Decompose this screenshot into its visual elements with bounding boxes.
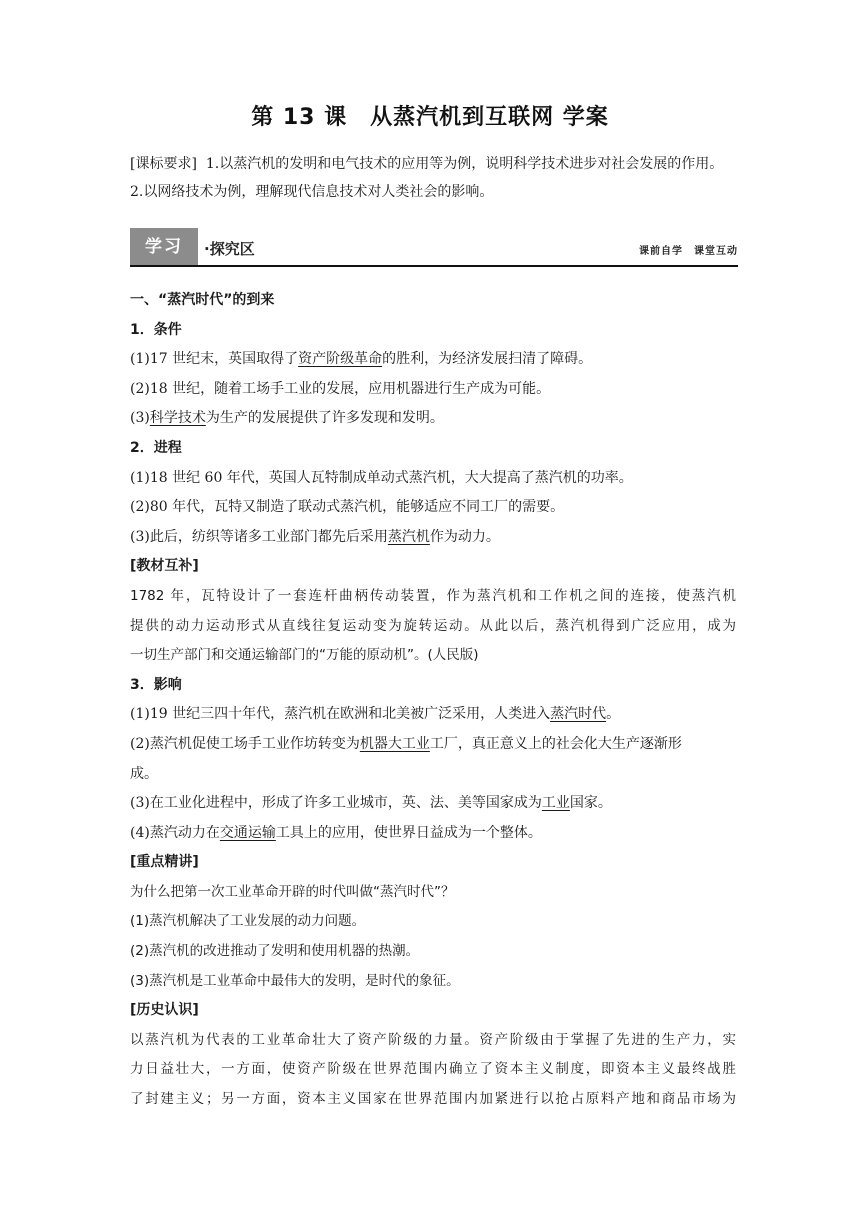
- answer-blank: 蒸汽机: [387, 528, 430, 545]
- text-run: 。: [606, 706, 621, 723]
- text-run: (3): [130, 410, 150, 427]
- text-run: 国家。: [569, 795, 612, 812]
- supplement-line-3: 一切生产部门和交通运输部门的“万能的原动机”。(人民版): [130, 647, 479, 664]
- history-line-2: 力日益壮大，一方面，使资产阶级在世界范围内确立了资本主义制度，即资本主义最终战胜: [130, 1061, 736, 1078]
- focus-heading: [重点精讲]: [130, 854, 199, 871]
- page-title: 第 13 课 从蒸汽机到互联网 学案: [251, 105, 609, 130]
- text-run: 作为动力。: [429, 528, 500, 545]
- banner-divider: [130, 265, 738, 267]
- answer-blank: 交通运输: [219, 824, 276, 841]
- condition-item-3: [130, 404, 736, 434]
- answer-blank: 蒸汽时代: [550, 706, 607, 723]
- condition-item-2: (2)18 世纪，随着工场手工业的发展，应用机器进行生产成为可能。: [130, 380, 551, 397]
- text-run: (1)19 世纪三四十年代，蒸汽机在欧洲和北美被广泛采用，人类进入: [130, 706, 551, 723]
- answer-blank: 资产阶级革命: [298, 351, 383, 368]
- banner-tag: 学习: [130, 228, 198, 266]
- section-heading: 一、“蒸汽时代”的到来: [130, 292, 275, 308]
- answer-blank: 工业: [541, 795, 570, 812]
- influence-item-2-cont: 成。: [130, 765, 158, 782]
- text-run: (3)在工业化进程中，形成了许多工业城市，英、法、美等国家成为: [130, 795, 542, 812]
- focus-question: 为什么把第一次工业革命开辟的时代叫做“蒸汽时代”？: [130, 883, 455, 900]
- banner-right-label: 课前自学 课堂互动: [639, 246, 738, 257]
- history-line-3: 了封建主义；另一方面，资本主义国家在世界范围内加紧进行以抢占原料产地和商品市场为: [130, 1091, 736, 1108]
- text-run: (4)蒸汽动力在: [130, 824, 220, 841]
- text-run: 的胜利，为经济发展扫清了障碍。: [382, 351, 593, 368]
- history-heading: [历史认识]: [130, 1002, 199, 1019]
- subheading-conditions: 1．条件: [130, 321, 182, 338]
- influence-item-3: [130, 789, 736, 819]
- text-run: 工厂，真正意义上的社会化大生产逐渐形: [429, 735, 682, 752]
- focus-answer-2: (2)蒸汽机的改进推动了发明和使用机器的热潮。: [130, 943, 420, 960]
- text-run: (3)此后，纺织等诸多工业部门都先后采用: [130, 528, 388, 545]
- influence-item-4: [130, 819, 736, 849]
- focus-answer-3: (3)蒸汽机是工业革命中最伟大的发明，是时代的象征。: [130, 972, 460, 989]
- progress-item-3: [130, 523, 736, 553]
- section-banner: [130, 228, 738, 268]
- requirements-text: 1.以蒸汽机的发明和电气技术的应用等为例，说明科学技术进步对社会发展的作用。2.以网络技术为例，理解现代信息技术对人类社会的影响。: [130, 156, 724, 200]
- text-run: (2)蒸汽机促使工场手工业作坊转变为: [130, 735, 360, 752]
- condition-item-1: [130, 345, 736, 375]
- text-run: 为生产的发展提供了许多发现和发明。: [205, 410, 444, 427]
- subheading-influence: 3．影响: [130, 676, 182, 693]
- answer-blank: 机器大工业: [359, 735, 430, 752]
- curriculum-requirements: [130, 150, 734, 206]
- banner-subtitle: ·探究区: [204, 240, 255, 258]
- supplement-heading: [教材互补]: [130, 558, 199, 575]
- answer-blank: 科学技术: [149, 410, 206, 427]
- influence-item-1: [130, 700, 736, 730]
- focus-answer-1: (1)蒸汽机解决了工业发展的动力问题。: [130, 913, 366, 930]
- history-line-1: 以蒸汽机为代表的工业革命壮大了资产阶级的力量。资产阶级由于掌握了先进的生产力，实: [130, 1031, 736, 1048]
- supplement-line-2: 提供的动力运动形式从直线往复运动变为旋转运动。从此以后，蒸汽机得到广泛应用，成为: [130, 617, 736, 634]
- supplement-line-1: 1782 年，瓦特设计了一套连杆曲柄传动装置，作为蒸汽机和工作机之间的连接，使蒸汽机: [130, 587, 736, 604]
- influence-item-2: [130, 730, 736, 760]
- text-run: 工具上的应用，使世界日益成为一个整体。: [275, 824, 542, 841]
- requirements-label: [课标要求]: [130, 156, 197, 172]
- progress-item-1: (1)18 世纪 60 年代，英国人瓦特制成单动式蒸汽机，大大提高了蒸汽机的功率。: [130, 469, 633, 486]
- progress-item-2: (2)80 年代，瓦特又制造了联动式蒸汽机，能够适应不同工厂的需要。: [130, 499, 565, 516]
- text-run: (1)17 世纪末，英国取得了: [130, 351, 299, 368]
- subheading-progress: 2．进程: [130, 439, 182, 456]
- content-body: [130, 286, 736, 1115]
